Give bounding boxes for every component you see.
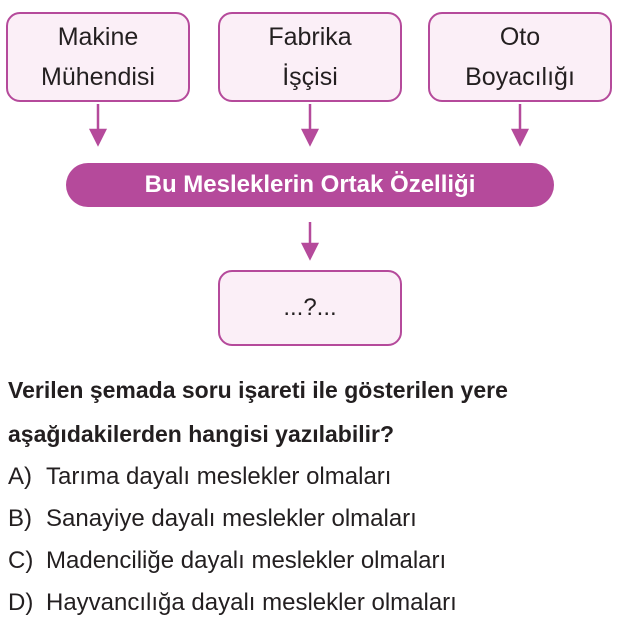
question-text <box>8 368 618 456</box>
option-text: Tarıma dayalı meslekler olmaları <box>46 463 392 490</box>
option-c[interactable] <box>8 540 618 582</box>
arrow-2-head <box>303 130 317 144</box>
question-line-1: Verilen şemada soru işareti ile gösterilen yere <box>8 377 508 403</box>
box-unknown: ...?... <box>218 270 402 346</box>
option-b[interactable] <box>8 498 618 540</box>
box-line-2: Mühendisi <box>41 63 155 91</box>
option-letter: B) <box>8 505 32 532</box>
option-letter: A) <box>8 463 32 490</box>
box-line-1: Fabrika <box>268 23 352 51</box>
connector-arrows <box>0 0 620 270</box>
answer-options <box>8 456 618 624</box>
option-letter: C) <box>8 547 34 574</box>
box-line-2: Boyacılığı <box>465 63 575 91</box>
option-text: Sanayiye dayalı meslekler olmaları <box>46 505 417 532</box>
option-text: Madenciliğe dayalı meslekler olmaları <box>46 547 447 574</box>
arrow-3-head <box>513 130 527 144</box>
common-feature-banner: Bu Mesleklerin Ortak Özelliği <box>66 163 554 207</box>
question-line-2: aşağıdakilerden hangisi yazılabilir? <box>8 421 395 447</box>
option-text: Hayvancılığa dayalı meslekler olmaları <box>46 589 457 616</box>
option-a[interactable] <box>8 456 618 498</box>
option-letter: D) <box>8 589 34 616</box>
arrow-4-head <box>303 244 317 258</box>
option-d[interactable] <box>8 582 618 624</box>
box-line-1: Oto <box>499 23 541 51</box>
box-line-1: Makine <box>57 23 139 51</box>
box-line-2: İşçisi <box>282 63 338 91</box>
arrow-1-head <box>91 130 105 144</box>
